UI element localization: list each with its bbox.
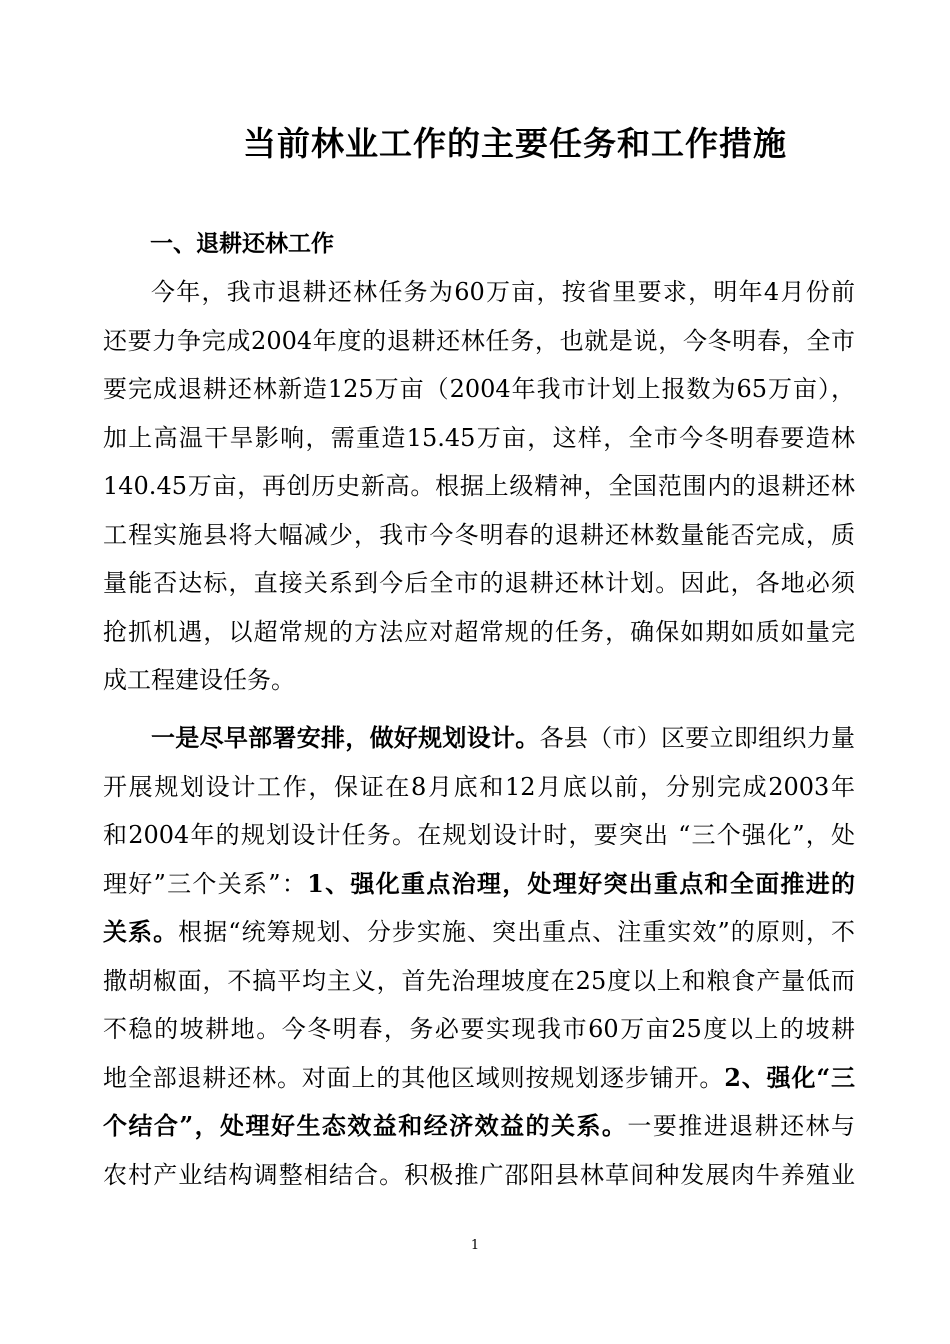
bold-run: 个结合”，处理好生态效益和经济效益的关系。 bbox=[103, 1111, 628, 1140]
text-run: 根据“统筹规划、分步实施、突出重点、注重实效”的原则，不 bbox=[178, 918, 855, 946]
paragraph-line: 140.45万亩，再创历史新高。根据上级精神，全国范围内的退耕还林 bbox=[103, 472, 855, 500]
paragraph-line bbox=[103, 860, 855, 909]
paragraph-line: 量能否达标，直接关系到今后全市的退耕还林计划。因此，各地必须 bbox=[103, 569, 855, 597]
paragraph-line: 抢抓机遇，以超常规的方法应对超常规的任务，确保如期如质如量完 bbox=[103, 617, 855, 646]
bold-run: 2、强化“三 bbox=[724, 1062, 855, 1092]
paragraph-line bbox=[103, 1102, 855, 1151]
section-heading: 一、退耕还林工作 bbox=[150, 230, 334, 257]
text-run: 理好”三个关系”： bbox=[103, 869, 308, 898]
paragraph-2 bbox=[103, 714, 855, 1199]
text-run: 地全部退耕还林。对面上的其他区域则按规划逐步铺开。 bbox=[103, 1063, 725, 1092]
bold-run: 关系。 bbox=[103, 917, 179, 946]
paragraph-line: 和2004年的规划设计任务。在规划设计时，要突出 “三个强化”，处 bbox=[103, 821, 855, 849]
paragraph-line: 加上高温干旱影响，需重造15.45万亩，这样，全市今冬明春要造林 bbox=[103, 423, 855, 452]
paragraph-line: 开展规划设计工作，保证在8月底和12月底以前，分别完成2003年 bbox=[103, 772, 855, 801]
paragraph-line bbox=[103, 1054, 855, 1103]
text-run: 一要推进退耕还林与 bbox=[627, 1112, 855, 1140]
text-run: 各县（市）区要立即组织力量 bbox=[539, 724, 855, 752]
paragraph-line: 撒胡椒面，不搞平均主义，首先治理坡度在25度以上和粮食产量低而 bbox=[103, 966, 855, 995]
paragraph-line bbox=[103, 908, 855, 957]
document-title: 当前林业工作的主要任务和工作措施 bbox=[243, 124, 787, 163]
bold-lead: 一是尽早部署安排，做好规划设计。 bbox=[151, 723, 540, 752]
paragraph-line: 不稳的坡耕地。今冬明春，务必要实现我市60万亩25度以上的坡耕 bbox=[103, 1015, 855, 1043]
bold-run: 1、强化重点治理，处理好突出重点和全面推进的 bbox=[307, 868, 855, 898]
page-number: 1 bbox=[470, 1238, 480, 1253]
paragraph-line: 要完成退耕还林新造125万亩（2004年我市计划上报数为65万亩）， bbox=[103, 375, 855, 403]
paragraph-1 bbox=[103, 268, 855, 705]
paragraph-line bbox=[103, 714, 855, 763]
paragraph-line: 成工程建设任务。 bbox=[103, 666, 295, 694]
paragraph-line: 今年，我市退耕还林任务为60万亩，按省里要求，明年4月份前 bbox=[151, 278, 855, 306]
paragraph-line: 工程实施县将大幅减少，我市今冬明春的退耕还林数量能否完成，质 bbox=[103, 520, 855, 549]
paragraph-line: 农村产业结构调整相结合。积极推广邵阳县林草间种发展肉牛养殖业 bbox=[103, 1160, 855, 1189]
paragraph-line: 还要力争完成2004年度的退耕还林任务，也就是说，今冬明春，全市 bbox=[103, 326, 855, 355]
